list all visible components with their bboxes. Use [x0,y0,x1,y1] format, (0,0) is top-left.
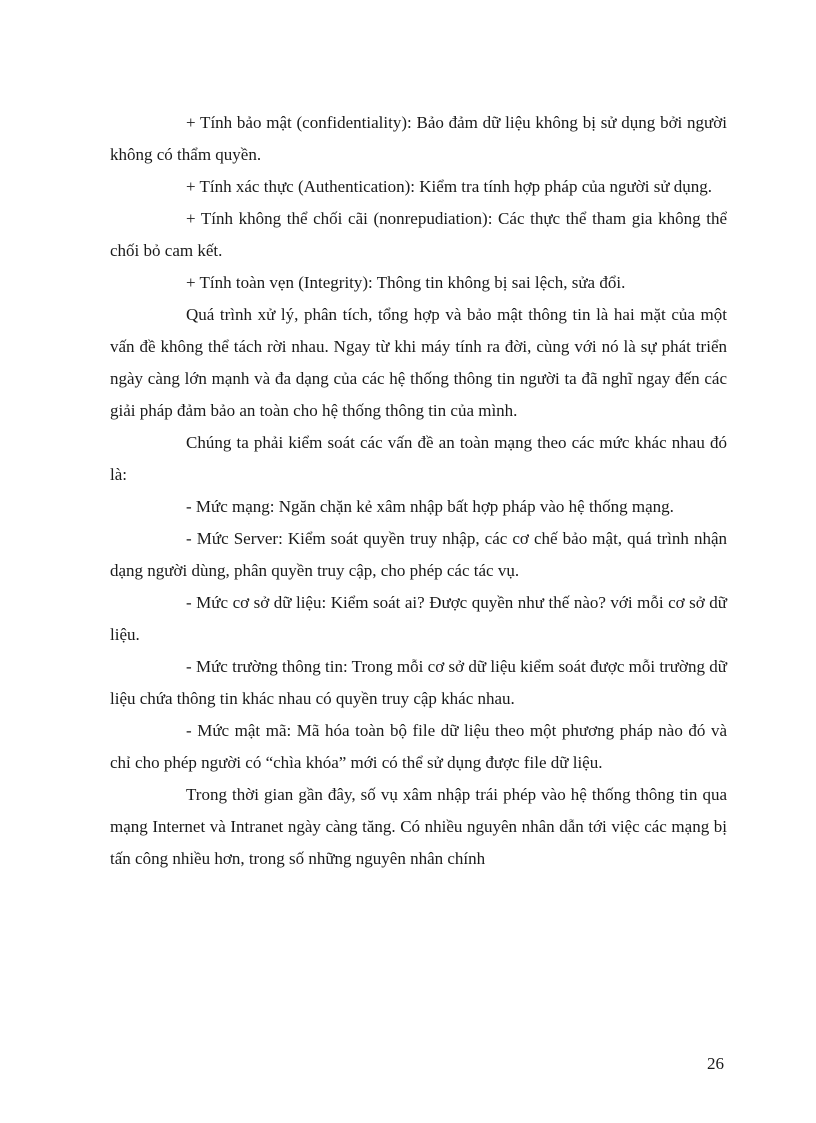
paragraph-authentication: + Tính xác thực (Authentication): Kiểm tra tính hợp pháp của người sử dụng. [186,177,713,196]
paragraph-confidentiality: + Tính bảo mật (confidentiality): Bảo đảm dữ liệu không bị sử dụng bởi người không có thẩm quyền. [110,113,727,164]
paragraph-integrity: + Tính toàn vẹn (Integrity): Thông tin không bị sai lệch, sửa đổi. [186,273,626,292]
paragraph-database-level: - Mức cơ sở dữ liệu: Kiểm soát ai? Được quyền như thế nào? với mỗi cơ sở dữ liệu. [110,593,727,644]
paragraph-control-levels-intro: Chúng ta phải kiểm soát các vấn đề an toàn mạng theo các mức khác nhau đó là: [110,433,727,484]
paragraph-intrusion-trend: Trong thời gian gần đây, số vụ xâm nhập trái phép vào hệ thống thông tin qua mạng Internet và Intranet ngày càng tăng. Có nhiều nguyên nhân dẫn tới việc các mạng bị tấn công nhiều hơn, trong số những nguyên nhân chính [110,785,727,868]
paragraph-nonrepudiation: + Tính không thể chối cãi (nonrepudiation): Các thực thể tham gia không thể chối bỏ cam kết. [110,209,727,260]
paragraph-field-level: - Mức trường thông tin: Trong mỗi cơ sở dữ liệu kiểm soát được mỗi trường dữ liệu chứa thông tin khác nhau có quyền truy cập khác nhau. [110,657,727,708]
paragraph-network-level: - Mức mạng: Ngăn chặn kẻ xâm nhập bất hợp pháp vào hệ thống mạng. [186,497,674,516]
page-number: 26 [707,1054,724,1073]
paragraph-processing-security: Quá trình xử lý, phân tích, tổng hợp và bảo mật thông tin là hai mặt của một vấn đề không thể tách rời nhau. Ngay từ khi máy tính ra đời, cùng với nó là sự phát triển ngày càng lớn mạnh và đa dạng của các hệ thống thông tin người ta đã nghĩ ngay đến các giải pháp đảm bảo an toàn cho hệ thống thông tin của mình. [110,305,727,420]
paragraph-encryption-level: - Mức mật mã: Mã hóa toàn bộ file dữ liệu theo một phương pháp nào đó và chỉ cho phép người có “chìa khóa” mới có thể sử dụng được file dữ liệu. [110,721,727,772]
paragraph-server-level: - Mức Server: Kiểm soát quyền truy nhập, các cơ chế bảo mật, quá trình nhận dạng người dùng, phân quyền truy cập, cho phép các tác vụ. [110,529,727,580]
page-body [110,107,727,875]
